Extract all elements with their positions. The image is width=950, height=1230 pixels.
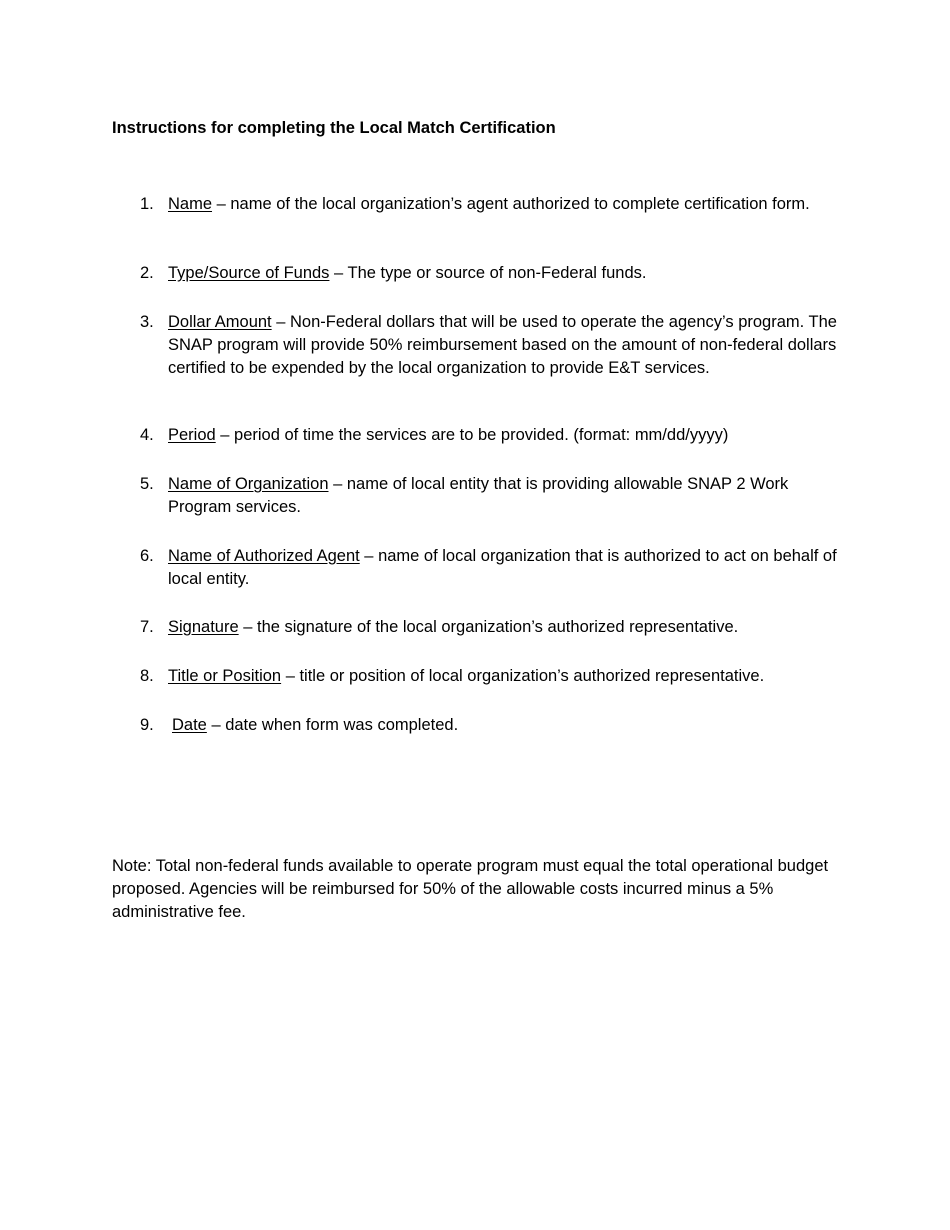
list-number: 1.: [140, 195, 154, 213]
item-term: Name: [168, 195, 213, 213]
item-term: Dollar Amount: [168, 313, 272, 331]
item-term: Name of Organization: [168, 475, 329, 493]
list-item-period: [140, 424, 840, 447]
item-description: – Non-Federal dollars that will be used to operate the agency’s program. The SNAP program will provide 50% reimbursement based on the amount of non-federal dollars certified to be expended by the local organization to provide E&T services.: [168, 313, 837, 377]
list-number: 7.: [140, 618, 154, 636]
item-term: Signature: [168, 618, 239, 636]
list-item-date: [140, 714, 840, 737]
item-description: – The type or source of non-Federal funds.: [329, 264, 647, 282]
list-item-text: [168, 262, 840, 285]
item-description: – title or position of local organization’s authorized representative.: [281, 667, 765, 685]
item-term: Date: [172, 716, 207, 734]
list-item-title-or-position: [140, 665, 840, 688]
list-number: 6.: [140, 547, 154, 565]
list-number: 5.: [140, 475, 154, 493]
list-number: 3.: [140, 313, 154, 331]
item-description: – period of time the services are to be provided. (format: mm/dd/yyyy): [215, 426, 729, 444]
item-term: Period: [168, 426, 216, 444]
list-number: 4.: [140, 426, 154, 444]
item-description: – name of local entity that is providing allowable SNAP 2 Work Program services.: [168, 475, 789, 516]
note-paragraph: Note: Total non-federal funds available to operate program must equal the total operational budget proposed. Agencies will be reimbursed for 50% of the allowable costs incurred minus a 5% administrative fee.: [112, 857, 829, 921]
list-number: 9.: [140, 716, 154, 734]
item-description: – the signature of the local organization’s authorized representative.: [238, 618, 739, 636]
item-term: Name of Authorized Agent: [168, 547, 360, 565]
list-item-text: [168, 193, 840, 216]
list-item-signature: [140, 616, 840, 639]
list-item-dollar-amount: [140, 311, 840, 380]
item-description: – name of local organization that is authorized to act on behalf of local entity.: [168, 547, 837, 588]
item-term: Title or Position: [168, 667, 282, 685]
page-title: Instructions for completing the Local Match Certification: [112, 119, 556, 137]
list-item-name-of-organization: [140, 473, 840, 519]
item-description: – date when form was completed.: [206, 716, 459, 734]
list-item-text: [168, 545, 840, 591]
list-item-text: [168, 616, 840, 639]
list-item-text: [172, 714, 844, 737]
list-item-text: [168, 424, 840, 447]
list-number: 8.: [140, 667, 154, 685]
list-item-text: [168, 311, 840, 380]
list-item-text: [168, 473, 840, 519]
item-term: Type/Source of Funds: [168, 264, 330, 282]
list-number: 2.: [140, 264, 154, 282]
list-item-text: [168, 665, 840, 688]
list-item-name-of-authorized-agent: [140, 545, 840, 591]
list-item-name: [140, 193, 840, 216]
item-description: – name of the local organization’s agent authorized to complete certification form.: [212, 195, 810, 213]
list-item-type-source-of-funds: [140, 262, 840, 285]
